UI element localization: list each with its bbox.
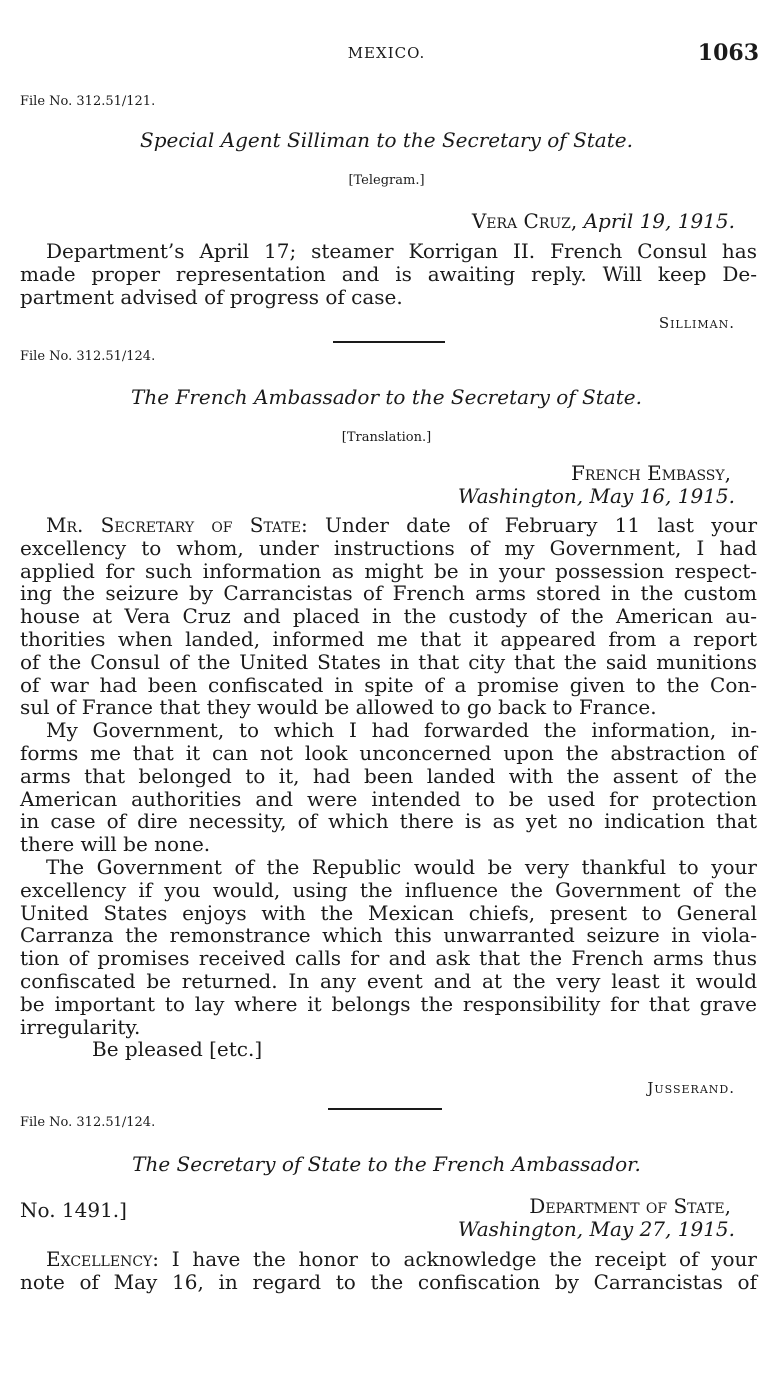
text-line: of the Consul of the United States in that city that the said munitions (20, 649, 757, 674)
text-line: of war had been confiscated in spite of a promise given to the Con- (20, 672, 757, 697)
text-line: arms that belonged to it, had been landed with the assent of the (20, 763, 757, 788)
salutation: Mr. Secretary of State: (46, 513, 308, 537)
section-divider (328, 1108, 442, 1110)
text-line: tion of promises received calls for and ask that the French arms thus (20, 946, 757, 971)
dateline-date: Washington, May 27, 1915. (457, 1217, 735, 1241)
text-line: forms me that it can not look unconcerned upon the abstraction of (20, 740, 757, 765)
dateline-place: French Embassy, (570, 461, 731, 485)
file-number: File No. 312.51/121. (20, 94, 156, 109)
file-number: File No. 312.51/124. (20, 349, 156, 364)
dateline-place: Department of State, (529, 1194, 731, 1218)
document-number: No. 1491.] (20, 1198, 127, 1222)
document-type: [Translation.] (341, 430, 432, 445)
dateline-date: Washington, May 16, 1915. (457, 484, 735, 508)
text-line: ing the seizure by Carrancistas of French arms stored in the custom (20, 581, 757, 606)
text-line: note of May 16, in regard to the confiscation by Carrancistas of (20, 1269, 757, 1294)
document-title: The Secretary of State to the French Ambassador. (132, 1152, 641, 1176)
signature: Silliman. (658, 314, 735, 332)
text-line: applied for such information as might be in your possession respect- (20, 558, 757, 583)
text-line: excellency if you would, using the influence the Government of the (20, 877, 757, 902)
file-number: File No. 312.51/124. (20, 1115, 156, 1130)
text-line: Department’s April 17; steamer Korrigan II. French Consul has (46, 239, 757, 263)
dateline-date: April 19, 1915. (583, 209, 735, 233)
text-line: made proper representation and is awaiting reply. Will keep De- (20, 261, 757, 286)
running-title: MEXICO. (347, 44, 426, 62)
letter-body (20, 1248, 757, 1294)
text-line: there will be none. (20, 832, 211, 857)
closing: Be pleased [etc.] (92, 1037, 263, 1062)
telegram-body (20, 240, 757, 308)
text-line: My Government, to which I had forwarded the information, in- (46, 718, 757, 743)
text-line: Carranza the remonstrance which this unwarranted seizure in viola- (20, 923, 757, 948)
text-line: in case of dire necessity, of which there is as yet no indication that (20, 809, 757, 834)
text-line: Mr. Secretary of State: Under date of February 11 last your (46, 513, 758, 537)
text-line: American authorities and were intended to be used for protection (20, 786, 757, 811)
salutation: Excellency: (46, 1247, 160, 1271)
text-line: be important to lay where it belongs the responsibility for that grave (20, 991, 757, 1016)
signature: Jusserand. (647, 1079, 735, 1097)
document-title: Special Agent Silliman to the Secretary of State. (140, 128, 633, 152)
letter-body (20, 514, 757, 1061)
text-line: house at Vera Cruz and placed in the custody of the American au- (20, 604, 757, 629)
text-line: United States enjoys with the Mexican chiefs, present to General (20, 900, 757, 925)
text-line: partment advised of progress of case. (20, 284, 403, 309)
text-line: confiscated be returned. In any event and at the very least it would (20, 968, 757, 993)
text-line: irregularity. (20, 1014, 141, 1039)
dateline-place: Vera Cruz, (471, 209, 578, 233)
page-number: 1063 (697, 40, 759, 66)
text-line: excellency to whom, under instructions of my Government, I had (20, 535, 757, 560)
dateline (472, 209, 735, 233)
section-divider (333, 341, 445, 343)
document-title: The French Ambassador to the Secretary of State. (131, 385, 642, 409)
text-line: sul of France that they would be allowed to go back to France. (20, 695, 657, 720)
text-line: thorities when landed, informed me that it appeared from a report (20, 626, 757, 651)
text-line: The Government of the Republic would be very thankful to your (46, 854, 757, 879)
text-line: Excellency: I have the honor to acknowledge the receipt of your (46, 1247, 757, 1271)
document-type: [Telegram.] (348, 173, 425, 188)
